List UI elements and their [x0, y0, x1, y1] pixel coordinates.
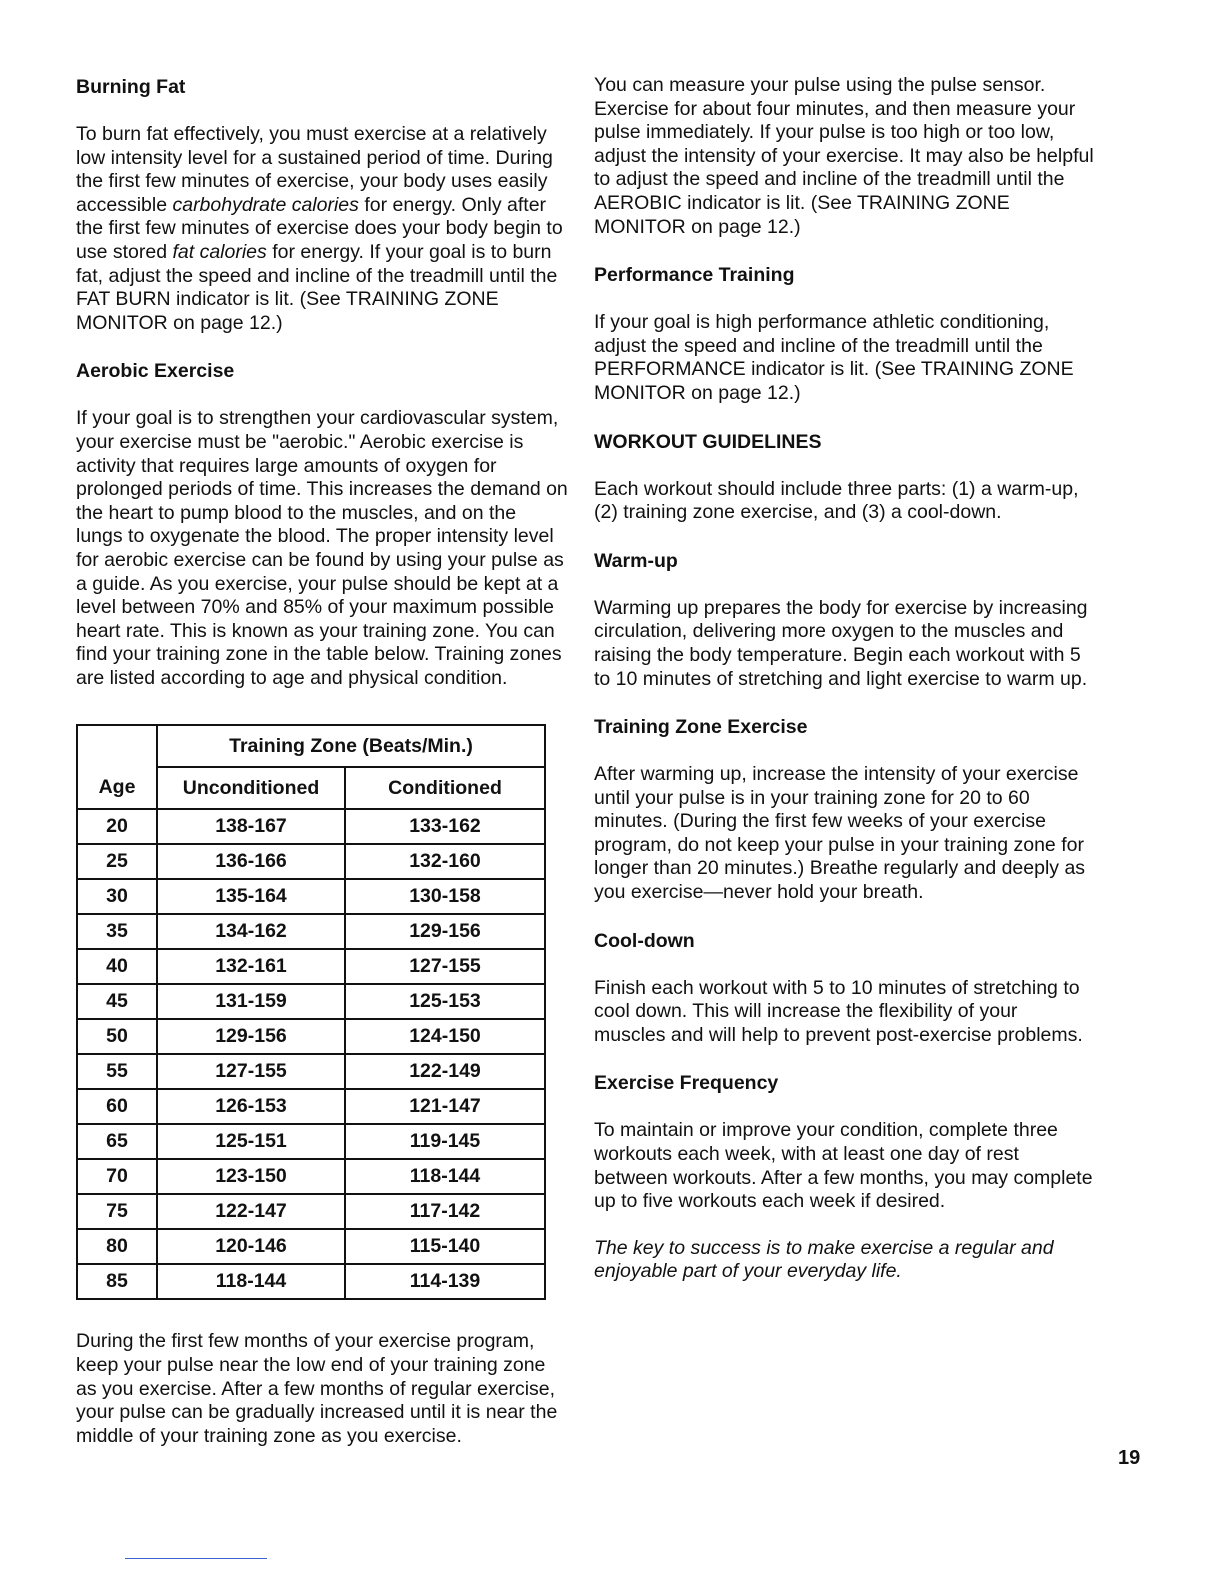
- conditioned-cell: 129-156: [345, 914, 545, 949]
- after-table-paragraph: During the first few months of your exercise program, keep your pulse near the low end of your training zone as you exercise. After a few months of regular exercise, your pulse can be gradually increased until it is near the middle of your training zone as you exercise.: [76, 1330, 558, 1447]
- conditioned-cell: 117-142: [345, 1194, 545, 1229]
- conditioned-cell: 132-160: [345, 844, 545, 879]
- table-row: [77, 1054, 545, 1089]
- unconditioned-cell: 122-147: [157, 1194, 345, 1229]
- unconditioned-cell: 136-166: [157, 844, 345, 879]
- conditioned-cell: 133-162: [345, 809, 545, 844]
- burning-fat-paragraph: To burn fat effectively, you must exercise at a relatively low intensity level for a sustained period of time. During the first few minutes of exercise, your body uses easily accessible carbohydrate calories for energy. Only after the first few minutes of exercise does your body begin to use stored fat calories for energy. If your goal is to burn fat, adjust the speed and incline of the treadmill until the FAT BURN indicator is lit. (See TRAINING ZONE MONITOR on page 12.): [76, 123, 563, 334]
- table-row: [77, 844, 545, 879]
- warmup-heading: Warm-up: [594, 549, 678, 572]
- footer-rule: [125, 1558, 267, 1559]
- exercise-frequency-heading: Exercise Frequency: [594, 1072, 779, 1095]
- age-cell: 55: [77, 1054, 157, 1089]
- closing-statement: The key to success is to make exercise a regular and enjoyable part of your everyday life.: [594, 1236, 1054, 1283]
- left-column: [76, 74, 568, 1471]
- workout-guidelines-heading: WORKOUT GUIDELINES: [594, 430, 822, 453]
- unconditioned-cell: 132-161: [157, 949, 345, 984]
- table-row: [77, 1124, 545, 1159]
- conditioned-cell: 122-149: [345, 1054, 545, 1089]
- training-zone-rows: [77, 809, 545, 1299]
- age-cell: 30: [77, 879, 157, 914]
- table-row: [77, 1089, 545, 1124]
- unconditioned-cell: 125-151: [157, 1124, 345, 1159]
- performance-paragraph: If your goal is high performance athletic conditioning, adjust the speed and incline of the treadmill until the PERFORMANCE indicator is lit. (See TRAINING ZONE MONITOR on page 12.): [594, 311, 1074, 404]
- age-cell: 75: [77, 1194, 157, 1229]
- table-row: [77, 1159, 545, 1194]
- unconditioned-cell: 123-150: [157, 1159, 345, 1194]
- age-cell: 45: [77, 984, 157, 1019]
- table-row: [77, 1019, 545, 1054]
- unconditioned-cell: 118-144: [157, 1264, 345, 1299]
- conditioned-cell: 124-150: [345, 1019, 545, 1054]
- conditioned-cell: 125-153: [345, 984, 545, 1019]
- training-zone-exercise-paragraph: After warming up, increase the intensity of your exercise until your pulse is in your training zone for 20 to 60 minutes. (During the first few weeks of your exercise program, do not keep your pulse in your training zone for longer than 20 minutes.) Breathe regularly and deeply as you exercise—never hold your breath.: [594, 763, 1086, 904]
- table-row: [77, 949, 545, 984]
- conditioned-cell: 121-147: [345, 1089, 545, 1124]
- age-cell: 35: [77, 914, 157, 949]
- table-row: [77, 1229, 545, 1264]
- unconditioned-column-header: Unconditioned: [157, 767, 345, 809]
- table-row: [77, 1264, 545, 1299]
- conditioned-cell: 118-144: [345, 1159, 545, 1194]
- conditioned-column-header: Conditioned: [345, 767, 545, 809]
- age-header-spacer: [77, 725, 157, 767]
- unconditioned-cell: 134-162: [157, 914, 345, 949]
- workout-guidelines-paragraph: Each workout should include three parts: (1) a warm-up, (2) training zone exercise, and (3) a cool-down.: [594, 477, 1079, 524]
- conditioned-cell: 127-155: [345, 949, 545, 984]
- burning-fat-heading: Burning Fat: [76, 76, 186, 98]
- unconditioned-cell: 138-167: [157, 809, 345, 844]
- fat-calories-term: fat calories: [172, 240, 267, 263]
- age-cell: 85: [77, 1264, 157, 1299]
- table-row: [77, 879, 545, 914]
- pulse-paragraph: You can measure your pulse using the pulse sensor. Exercise for about four minutes, and then measure your pulse immediately. If your pulse is too high or too low, adjust the intensity of your exercise. It may also be helpful to adjust the speed and incline of the treadmill until the AEROBIC indicator is lit. (See TRAINING ZONE MONITOR on page 12.): [594, 74, 1094, 238]
- age-cell: 60: [77, 1089, 157, 1124]
- carbohydrate-calories-term: carbohydrate calories: [172, 193, 359, 216]
- conditioned-cell: 119-145: [345, 1124, 545, 1159]
- conditioned-cell: 130-158: [345, 879, 545, 914]
- training-zone-table: [76, 724, 546, 1300]
- right-column: [594, 74, 1094, 1307]
- page-number: 19: [1118, 1447, 1141, 1469]
- age-cell: 50: [77, 1019, 157, 1054]
- age-cell: 40: [77, 949, 157, 984]
- table-row: [77, 914, 545, 949]
- exercise-frequency-paragraph: To maintain or improve your condition, complete three workouts each week, with at least one day of rest between workouts. After a few months, you may complete up to five workouts each week if desired.: [594, 1119, 1093, 1213]
- cooldown-heading: Cool-down: [594, 929, 695, 952]
- age-cell: 65: [77, 1124, 157, 1159]
- unconditioned-cell: 126-153: [157, 1089, 345, 1124]
- performance-heading: Performance Training: [594, 264, 795, 287]
- training-zone-exercise-heading: Training Zone Exercise: [594, 716, 808, 739]
- age-cell: 25: [77, 844, 157, 879]
- unconditioned-cell: 127-155: [157, 1054, 345, 1089]
- age-cell: 70: [77, 1159, 157, 1194]
- warmup-paragraph: Warming up prepares the body for exercise by increasing circulation, delivering more oxygen to the muscles and raising the body temperature. Begin each workout with 5 to 10 minutes of stretching and light exercise to warm up.: [594, 596, 1088, 690]
- unconditioned-cell: 120-146: [157, 1229, 345, 1264]
- unconditioned-cell: 131-159: [157, 984, 345, 1019]
- age-cell: 80: [77, 1229, 157, 1264]
- unconditioned-cell: 129-156: [157, 1019, 345, 1054]
- table-row: [77, 984, 545, 1019]
- table-row: [77, 809, 545, 844]
- age-cell: 20: [77, 809, 157, 844]
- aerobic-heading: Aerobic Exercise: [76, 360, 235, 383]
- aerobic-paragraph: If your goal is to strengthen your cardiovascular system, your exercise must be "aerobic." Aerobic exercise is activity that requires large amounts of oxygen for prolonged periods of time. This increases the demand on the heart to pump blood to the muscles, and on the lungs to oxygenate the blood. The proper intensity level for aerobic exercise can be found by using your pulse as a guide. As you exercise, your pulse should be kept at a level between 70% and 85% of your maximum possible heart rate. This is known as your training zone. You can find your training zone in the table below. Training zones are listed according to age and physical condition.: [76, 407, 568, 689]
- cooldown-paragraph: Finish each workout with 5 to 10 minutes of stretching to cool down. This will increase the flexibility of your muscles and will help to prevent post-exercise problems.: [594, 976, 1083, 1046]
- unconditioned-cell: 135-164: [157, 879, 345, 914]
- table-row: [77, 1194, 545, 1229]
- training-zone-group-header: Training Zone (Beats/Min.): [157, 725, 545, 767]
- conditioned-cell: 115-140: [345, 1229, 545, 1264]
- age-column-header: Age: [77, 767, 157, 809]
- conditioned-cell: 114-139: [345, 1264, 545, 1299]
